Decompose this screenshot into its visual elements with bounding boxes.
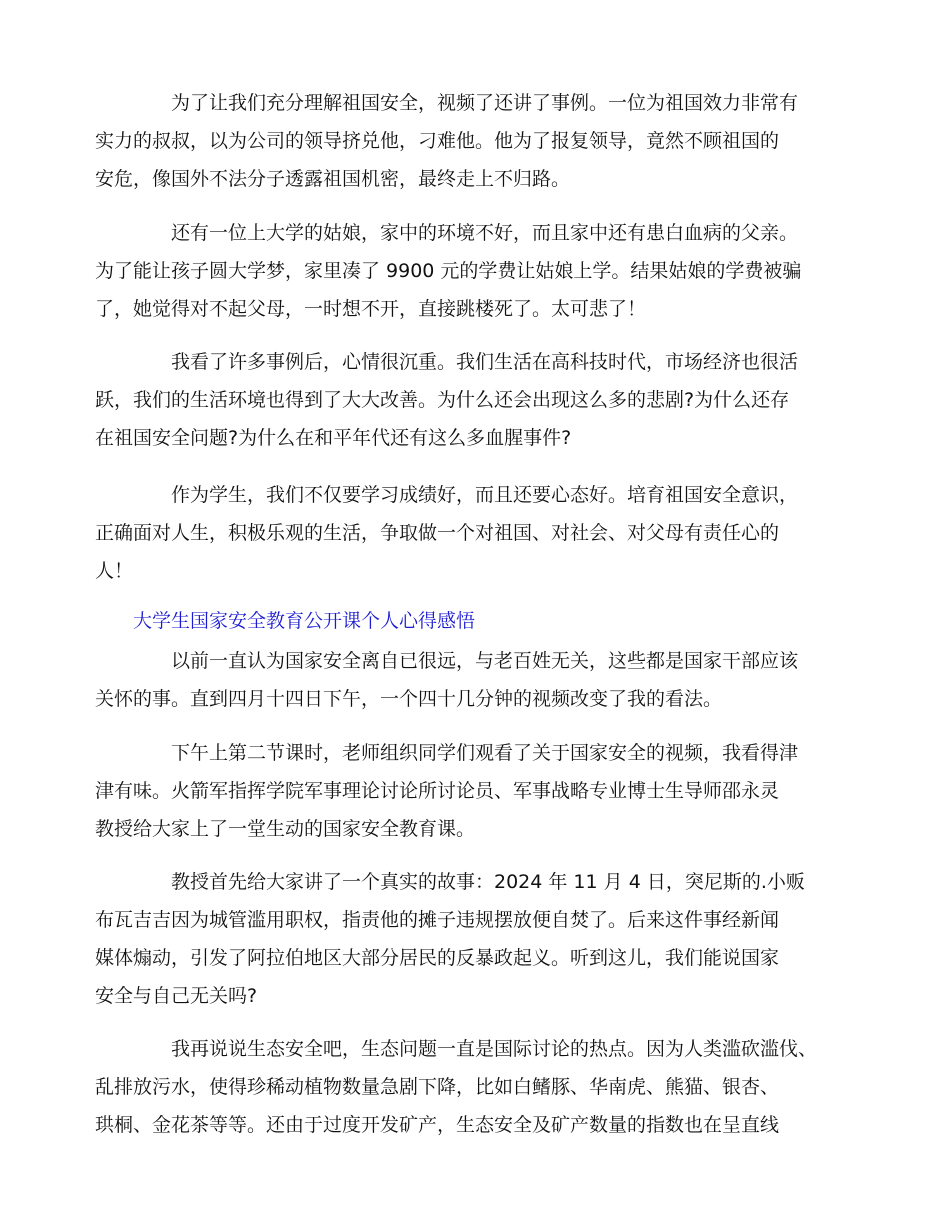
text-line: 跃，我们的生活环境也得到了大大改善。为什么还会出现这么多的悲剧?为什么还存	[95, 389, 790, 411]
text-line: 以前一直认为国家安全离自已很远，与老百姓无关，这些都是国家干部应该	[171, 650, 799, 672]
text-line: 人！	[95, 560, 134, 582]
text-line: 为了能让孩子圆大学梦，家里凑了 9900 元的学费让姑娘上学。结果姑娘的学费被骗	[95, 260, 802, 282]
text-line: 布瓦吉吉因为城管滥用职权，指责他的摊子违规摆放便自焚了。后来这件事经新闻	[95, 909, 780, 931]
text-line: 我再说说生态安全吧，生态问题一直是国际讨论的热点。因为人类滥砍滥伐、	[171, 1038, 818, 1060]
text-line: 正确面对人生，积极乐观的生活，争取做一个对祖国、对社会、对父母有责任心的	[95, 522, 780, 544]
text-line: 安危，像国外不法分子透露祖国机密，最终走上不归路。	[95, 168, 571, 190]
section-heading: 大学生国家安全教育公开课个人心得感悟	[133, 610, 476, 632]
text-line: 珙桐、金花茶等等。还由于过度开发矿产，生态安全及矿产数量的指数也在呈直线	[95, 1114, 780, 1136]
text-line: 我看了许多事例后，心情很沉重。我们生活在高科技时代，市场经济也很活	[171, 351, 799, 373]
text-line: 媒体煽动，引发了阿拉伯地区大部分居民的反暴政起义。听到这儿，我们能说国家	[95, 947, 780, 969]
text-line: 了，她觉得对不起父母，一时想不开，直接跳楼死了。太可悲了！	[95, 298, 647, 320]
text-line: 教授给大家上了一堂生动的国家安全教育课。	[95, 818, 476, 840]
text-line: 教授首先给大家讲了一个真实的故事：2024 年 11 月 4 日，突尼斯的.小贩	[171, 871, 805, 893]
text-line: 关怀的事。直到四月十四日下午，一个四十几分钟的视频改变了我的看法。	[95, 688, 723, 710]
text-line: 实力的叔叔，以为公司的领导挤兑他，刁难他。他为了报复领导，竟然不顾祖国的	[95, 130, 780, 152]
text-line: 为了让我们充分理解祖国安全，视频了还讲了事例。一位为祖国效力非常有	[171, 92, 799, 114]
text-line: 还有一位上大学的姑娘，家中的环境不好，而且家中还有患白血病的父亲。	[171, 222, 799, 244]
text-line: 乱排放污水，使得珍稀动植物数量急剧下降，比如白鳍豚、华南虎、熊猫、银杏、	[95, 1076, 780, 1098]
text-line: 安全与自己无关吗?	[95, 985, 258, 1007]
text-line: 津有味。火箭军指挥学院军事理论讨论所讨论员、军事战略专业博士生导师邵永灵	[95, 780, 780, 802]
text-line: 作为学生，我们不仅要学习成绩好，而且还要心态好。培育祖国安全意识，	[171, 484, 799, 506]
text-line: 下午上第二节课时，老师组织同学们观看了关于国家安全的视频，我看得津	[171, 742, 799, 764]
text-line: 在祖国安全问题?为什么在和平年代还有这么多血腥事件?	[95, 427, 572, 449]
